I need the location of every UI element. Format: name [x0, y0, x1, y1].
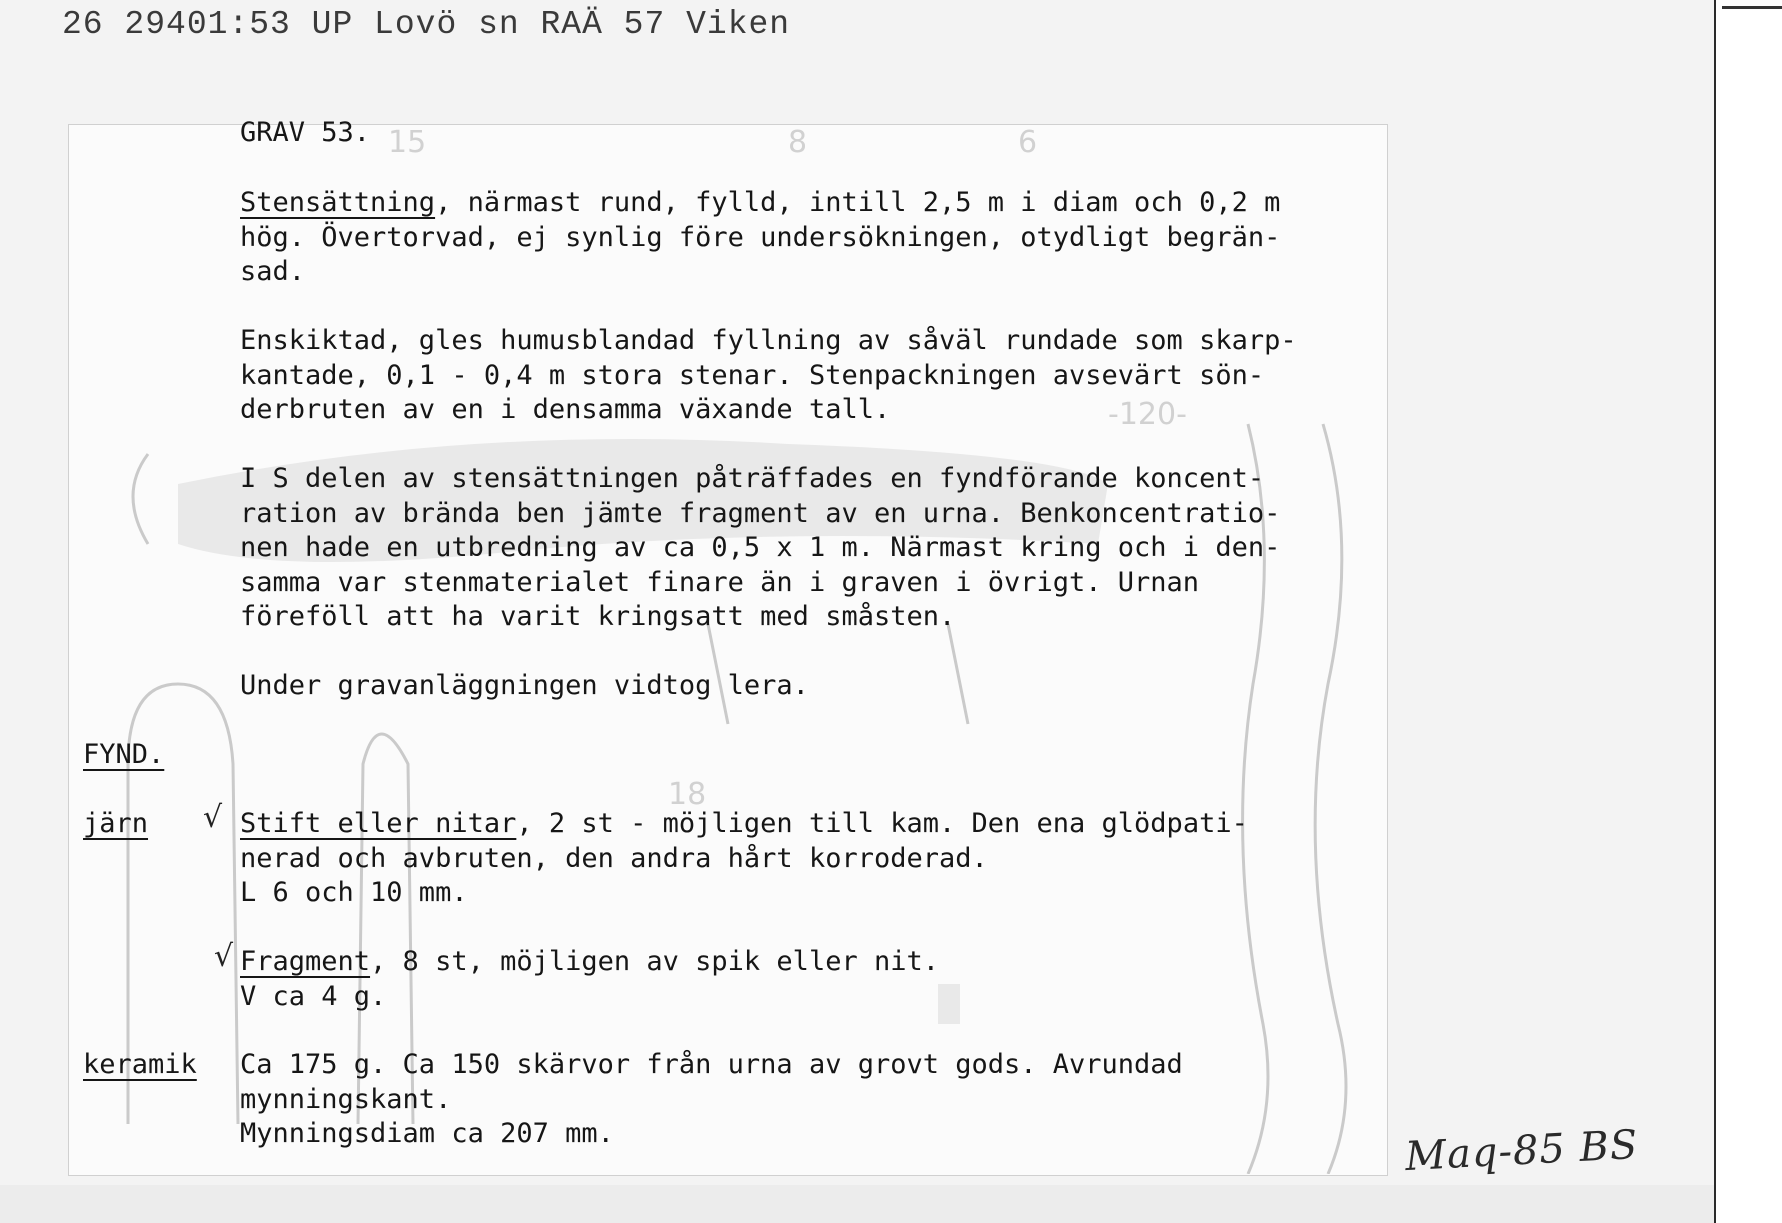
para1-line2: hög. Övertorvad, ej synlig före undersökningen, otydligt begrän-: [240, 221, 1281, 253]
item1-line2: nerad och avbruten, den andra hårt korroderad.: [240, 842, 988, 874]
term-stift-eller-nitar: Stift eller nitar: [240, 808, 517, 839]
item2-line2: V ca 4 g.: [240, 980, 387, 1012]
item2-line1: [240, 945, 939, 980]
handwritten-note: Maq-85 BS: [1403, 1121, 1640, 1181]
category-jarn: järn: [83, 808, 149, 839]
para1-line1-text: , närmast rund, fylld, intill 2,5 m i diam och 0,2 m: [435, 187, 1281, 218]
item1-line1-text: , 2 st - möjligen till kam. Den ena glödpati-: [516, 808, 1248, 839]
item1-line3: L 6 och 10 mm.: [240, 877, 468, 908]
svg-text:18: 18: [668, 777, 707, 812]
catalog-header: 26 29401:53 UP Lovö sn RAÄ 57 Viken: [62, 6, 791, 43]
item2-line1-text: , 8 st, möjligen av spik eller nit.: [370, 946, 939, 977]
item3-line2: mynningskant.: [240, 1083, 452, 1115]
para2-line3: derbruten av en i densamma växande tall.: [240, 394, 891, 425]
finds-heading: FYND.: [83, 739, 165, 770]
para1-line3: sad.: [240, 256, 306, 287]
item3-line3: Mynningsdiam ca 207 mm.: [240, 1118, 614, 1149]
term-stensattning: Stensättning: [240, 187, 436, 218]
para2-line1: Enskiktad, gles humusblandad fyllning av såväl rundade som skarp-: [240, 325, 1297, 356]
svg-text:15: 15: [388, 125, 427, 160]
para3-line5: föreföll att ha varit kringsatt med småsten.: [240, 601, 956, 632]
svg-text:6: 6: [1018, 125, 1038, 160]
para4: Under gravanläggningen vidtog lera.: [240, 670, 809, 701]
svg-text:8: 8: [788, 125, 808, 160]
item3-line1: Ca 175 g. Ca 150 skärvor från urna av grovt gods. Avrundad: [240, 1049, 1183, 1080]
para2-line2: kantade, 0,1 - 0,4 m stora stenar. Stenpackningen avsevärt sön-: [240, 359, 1265, 391]
checkmark-icon: √: [214, 939, 234, 974]
term-fragment: Fragment: [240, 946, 371, 977]
category-keramik: keramik: [83, 1049, 197, 1080]
para3-line4: samma var stenmaterialet finare än i graven i övrigt. Urnan: [240, 566, 1200, 598]
item1-line1: [240, 807, 1248, 842]
checkmark-icon: √: [203, 800, 223, 835]
para3-line3: nen hade en utbredning av ca 0,5 x 1 m. Närmast kring och i den-: [240, 532, 1281, 563]
grave-title: GRAV 53.: [240, 117, 371, 148]
para1-line1: [240, 186, 1280, 221]
para3-line1: I S delen av stensättningen påträffades en fyndförande koncent-: [240, 463, 1265, 494]
para3-line2: ration av brända ben jämte fragment av en urna. Benkoncentratio-: [240, 497, 1281, 529]
svg-text:-120-: -120-: [1108, 397, 1187, 432]
